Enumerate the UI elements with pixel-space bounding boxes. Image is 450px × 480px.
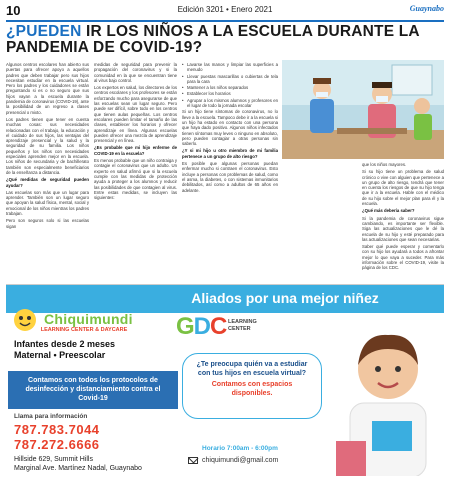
email[interactable]: chiquimundi@gmail.com	[202, 457, 279, 464]
article-column-2	[94, 62, 177, 274]
brand-tagline: LEARNING CENTER & DAYCARE	[40, 327, 128, 333]
subheading: ¿Qué más debería saber?	[362, 208, 415, 214]
ages-line-1: Infantes desde 2 meses	[14, 339, 116, 349]
bubble-question: ¿Te preocupa quién va a estudiar con tus hijos en escuela virtual?	[196, 361, 308, 377]
ages-line-2: Maternal • Preescolar	[14, 350, 106, 360]
advertisement	[6, 284, 444, 476]
headline-highlight: ¿PUEDEN	[6, 23, 82, 40]
article-headline	[6, 24, 444, 56]
gdc-letters: GDC	[176, 313, 227, 340]
paragraph: que los niños mayores.	[362, 162, 407, 167]
page-number: 10	[6, 3, 21, 18]
article-column-3	[182, 62, 278, 274]
paragraph: Los expertos en salud, los directores de los centros escolares y los profesores se están esforzando mucho para asegurarse de que las escuelas sean un lugar seguro. Pero puede ser difícil, sobre todo en los centros que tienen aulas pequeñas. Los centros escolares pueden limitar el tamaño de las clases, establecer los horarios y ofrecer aprendizaje en línea. Algunas escuelas pueden ofrecer una mezcla de aprendizaje presencial y en línea.	[94, 85, 177, 144]
ad-info	[8, 339, 178, 476]
edition-label: Edición 3201 • Enero 2021	[177, 5, 273, 14]
ad-banner-title: Aliados por una mejor niñez	[191, 290, 379, 306]
article-column-1	[6, 62, 89, 274]
paragraph: Es menos probable que un niño contraiga y contagie el coronavirus que un adulto. Un experto en salud afirmó que si la escuela cumple con las medidas de protección ayuda a proteger a los alumnos y reducir las posibilidades de que contagien al virus. Entre estas medidas, se incluyen las siguientes:	[94, 158, 177, 201]
list-item: • Mantener a los niños separados	[182, 85, 278, 90]
gdc-logo	[176, 313, 286, 347]
article-column-4	[362, 162, 444, 274]
page-header	[0, 0, 450, 22]
paragraph: Algunos centros escolares han abierto sus puertas para ofrecer apoyo a aquellos padres que deben trabajar pero sus hijos necesitan estudiar en la escuela virtual. Pero los padres y los cuidadores se están preguntando si es o no seguro que sus hijos vayan a la escuela durante la pandemia de coronavirus (COVID-19), ante la posibilidad de un regreso a clases presencial o mixto.	[6, 62, 89, 115]
speech-bubble	[182, 353, 322, 419]
paragraph: Si un hijo tiene síntomas de coronavirus, no lo lleve a la escuela. Tampoco debe ir a la escuela si un hijo ha estado en contacto con una persona que haya dado positivo. Algunos niños infectados tienen síntomas muy leves o ninguno en absoluto, pero pueden contagiar a otras personas sin saberlo.	[182, 109, 278, 147]
call-label: Llama para información	[14, 413, 88, 420]
paragraph: Los padres tienen que tener en cuenta muchas cosas: sus necesidades relacionadas con el trabajo, la educación y el cuidado de sus hijos, las ventajas del aprendizaje presencial y la salud y la seguridad de su familia. Los niños pequeños y los niños con necesidades especiales aprenden mejor en la escuela. Los niños de secundaria y de bachillerato también son especialmente beneficiarios de la enseñanza a distancia.	[6, 116, 89, 175]
bubble-answer: Contamos con espacios disponibles.	[211, 381, 293, 397]
protocol-box: Contamos con todos los protocolos de desinfección y distanciamiento contra el Covid-19	[8, 371, 178, 409]
brand-name: Chiquimundi	[44, 311, 133, 327]
paragraph: Pero son seguros solo si las escuelas sigan	[6, 218, 89, 229]
classroom-photo	[282, 60, 444, 159]
list-item: • Establecer los horarios	[182, 91, 278, 96]
header-divider	[6, 20, 444, 22]
safety-list	[182, 62, 278, 108]
paragraph: Las escuelas son más que un lugar para aprender. También son un lugar seguro que apoyan la salud física, mental, social y emocional de los niños mientras los padres trabajan.	[6, 189, 89, 217]
email-icon	[188, 457, 198, 464]
paragraph: Saber qué puede esperar y comentarlo con su hijo los ayudará a todos a afrontar mejor lo que vaya a suceder. Para más información sobre el COVID-19, visite la página de los CDC.	[362, 244, 444, 271]
phone-number[interactable]: 787.783.7044	[14, 422, 100, 437]
publication-logo: Guaynabo	[409, 4, 444, 13]
subheading: ¿Qué medidas de seguridad pueden ayudar?	[6, 177, 89, 188]
paragraph: Si la pandemia de coronavirus sigue cambiando, es importante ser flexible. Siga las actualizaciones que le dé la escuela de su hijo y esté preparado para las actualizaciones que sean necesarias.	[362, 215, 444, 242]
address: Hillside 629, Summit Hills Marginal Ave. Martínez Nadal, Guaynabo	[14, 456, 142, 472]
hours: Horario 7:00am - 6:00pm	[202, 445, 278, 452]
subheading: ¿Es probable que mi hijo enferme de COVID-19 en la escuela?	[94, 145, 177, 156]
paragraph: Si su hijo tiene un problema de salud crónico o vive con alguien que pertenece a un grupo de alto riesgo, tendrá que tener en cuenta los riesgos de que su hijo tenga que ir a la escuela. Hable con el médico de su hijo sobre el mejor plan para él y la escuela.	[362, 169, 444, 207]
paragraph: medidas de seguridad para prevenir la propagación del coronavirus y si la comunidad en la que se encuentran tiene al virus bajo control.	[94, 62, 177, 83]
subheading: ¿Y si mi hijo u otro miembro de mi familia pertenece a un grupo de alto riesgo?	[182, 148, 278, 159]
gdc-tagline: LEARNING CENTER	[228, 319, 257, 332]
article-photo	[282, 60, 444, 159]
list-item: • Lavarse las manos y limpiar las superficies a menudo	[182, 62, 278, 73]
phone-number[interactable]: 787.272.6666	[14, 437, 100, 452]
headline-text: IR LOS NIÑOS A LA ESCUELA DURANTE LA PANDEMIA DE COVID-19?	[6, 23, 420, 56]
list-item: • Llevar puestas mascarillas o cubiertas de tela para la cara	[182, 74, 278, 85]
list-item: • Agrupar a los mismos alumnos y profesores en el lugar de todo la jornada escolar	[182, 98, 278, 109]
paragraph: Es posible que algunas personas puedan enfermar mucho si contraen el coronavirus. Esto incluye a personas con problemas de salud, como el asma, la diabetes, o con sistemas inmunitarios debilitados, así como a adultos de 65 años en adelante.	[182, 161, 278, 193]
child-photo	[326, 321, 444, 476]
